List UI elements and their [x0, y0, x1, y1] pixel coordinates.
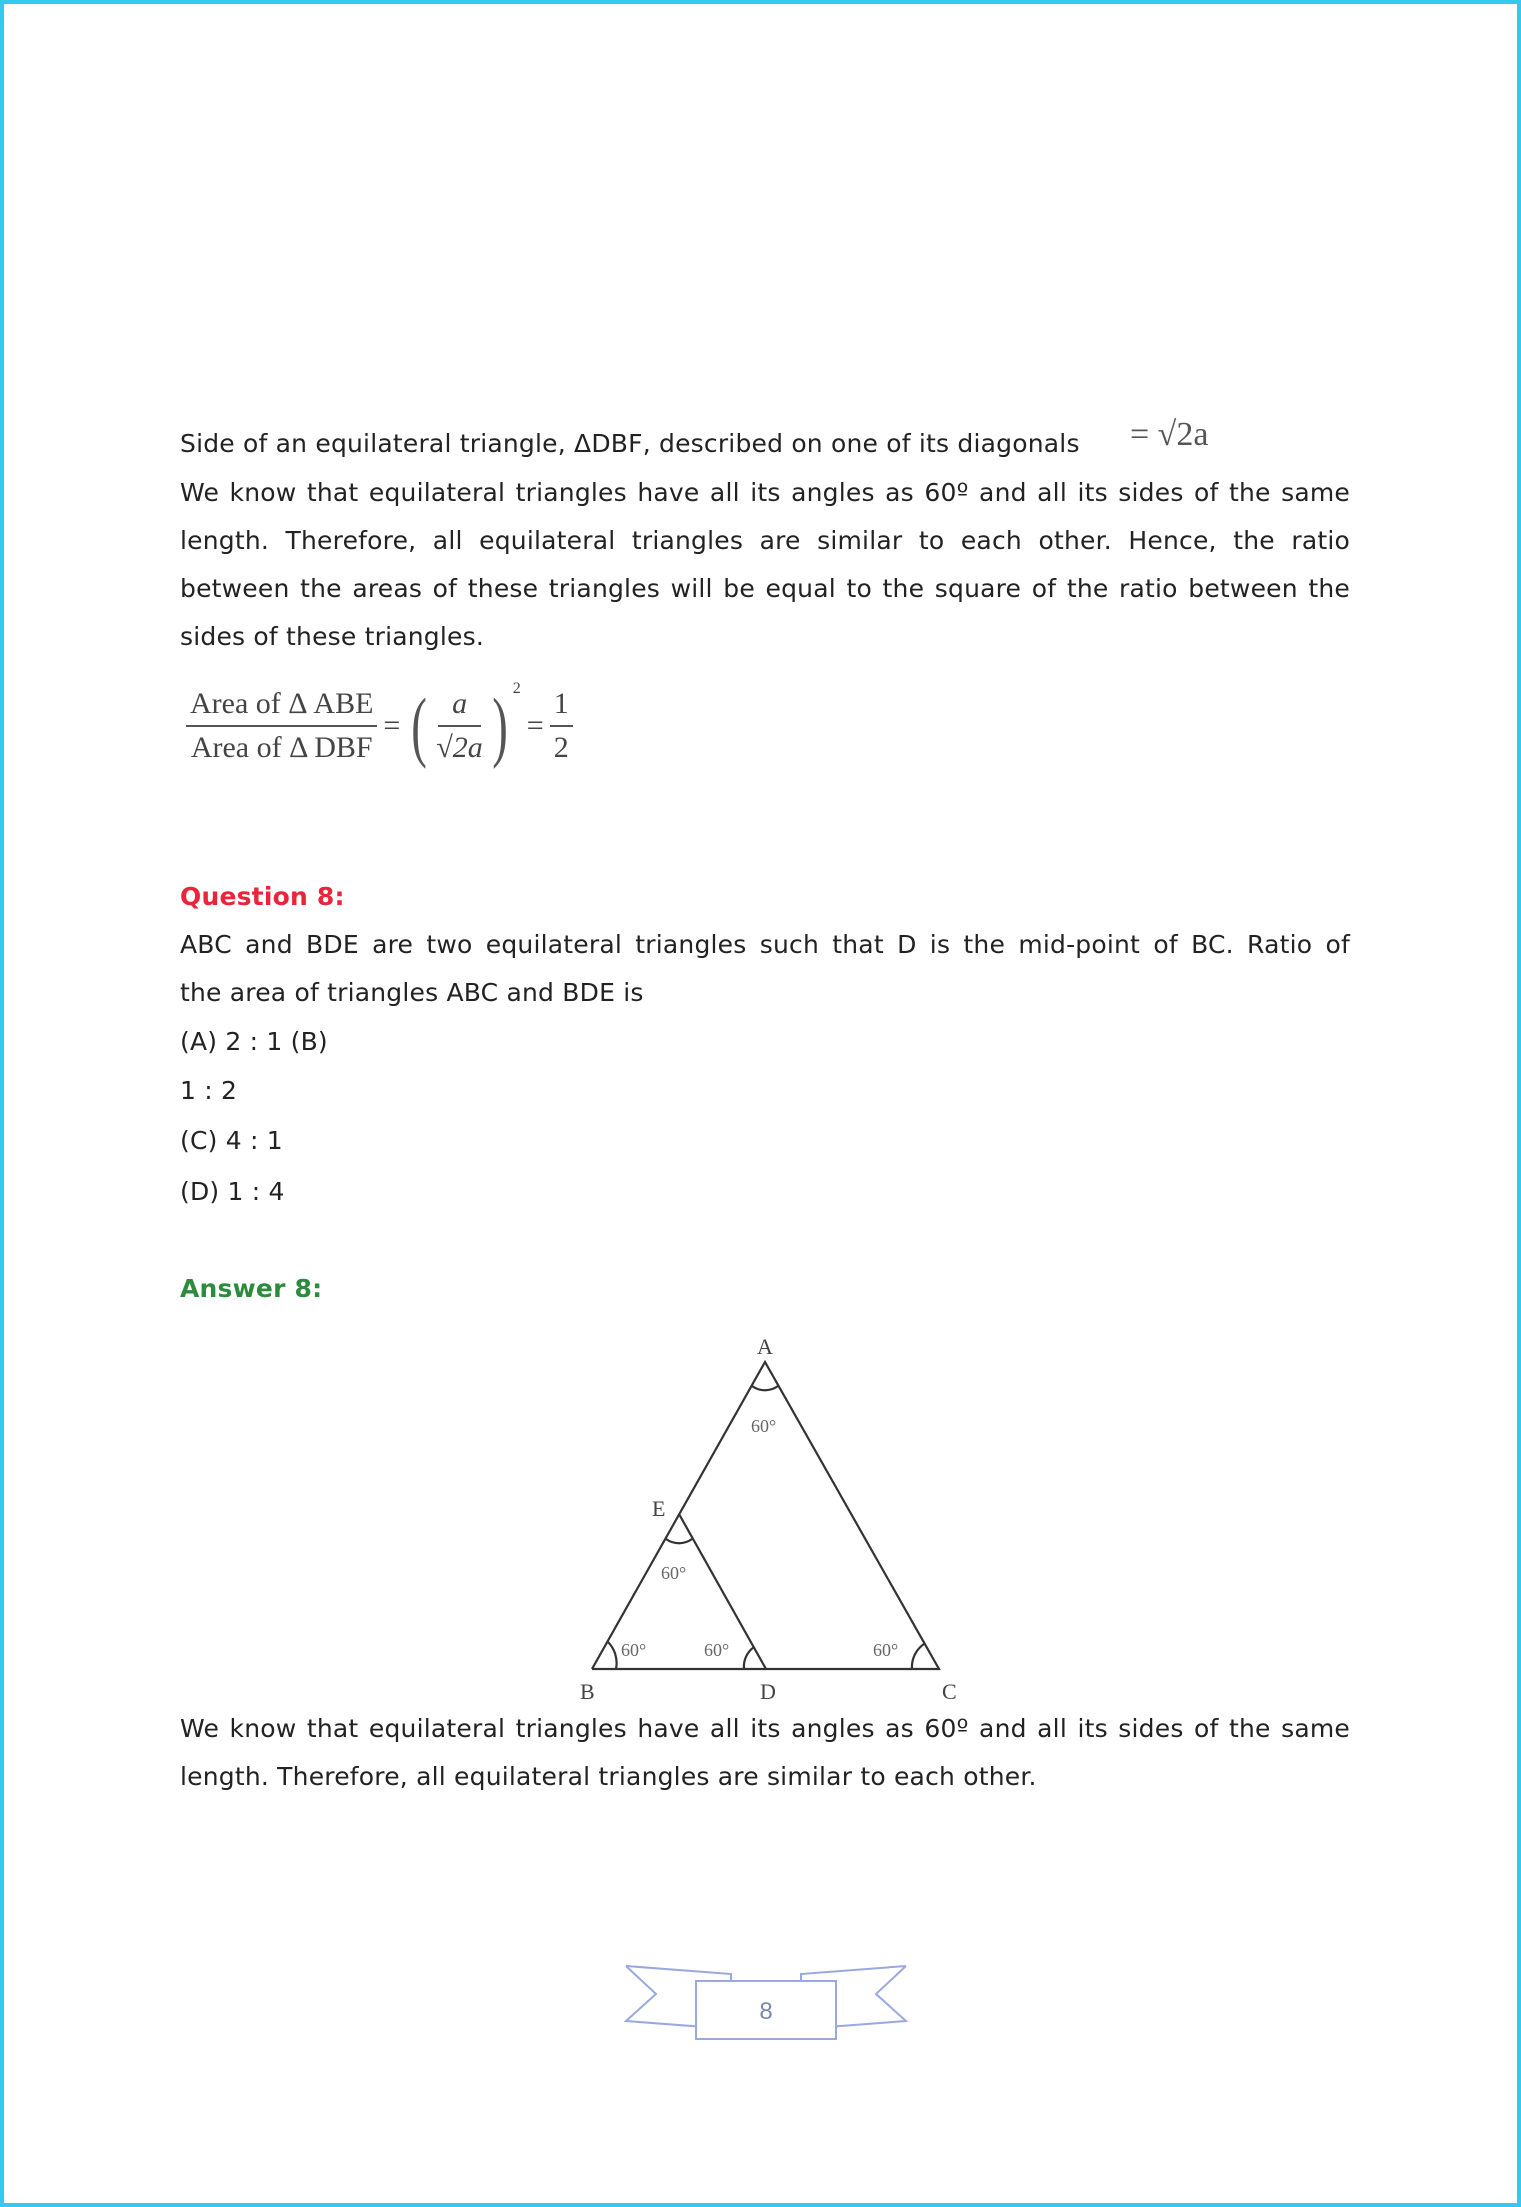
vertex-label-e: E	[652, 1496, 666, 1521]
vertex-label-b: B	[580, 1679, 595, 1704]
exponent: 2	[512, 680, 521, 697]
option-c: (C) 4 : 1	[180, 1126, 283, 1155]
equals-sign: =	[383, 709, 401, 742]
equals-sign-2: =	[526, 709, 544, 742]
rhs-numerator: 1	[550, 687, 573, 727]
rhs-fraction	[550, 687, 573, 765]
answer-heading: Answer 8:	[180, 1274, 323, 1303]
paragraph-line-4: sides of these triangles.	[180, 622, 484, 651]
angle-arc-a	[752, 1386, 778, 1390]
option-a-b: (A) 2 : 1 (B)	[180, 1027, 328, 1056]
rhs-denominator: 2	[553, 731, 569, 764]
lhs-fraction	[186, 687, 377, 765]
triangle-diagram	[564, 1324, 984, 1714]
vertex-label-c: C	[942, 1679, 957, 1704]
option-b-value: 1 : 2	[180, 1076, 238, 1105]
paragraph-line-3: between the areas of these triangles will be equal to the square of the ratio between the	[180, 574, 1350, 603]
side-length-statement: Side of an equilateral triangle, ΔDBF, described on one of its diagonals	[180, 429, 1080, 458]
lhs-denominator: Area of Δ DBF	[190, 731, 373, 764]
angle-arc-c	[912, 1644, 924, 1669]
angle-label-d: 60°	[704, 1640, 730, 1660]
left-paren: (	[411, 682, 428, 769]
question-line-2: the area of triangles ABC and BDE is	[180, 978, 644, 1007]
angle-label-a: 60°	[751, 1416, 777, 1436]
lhs-numerator: Area of Δ ABE	[186, 687, 377, 727]
vertex-label-d: D	[760, 1679, 776, 1704]
area-ratio-formula	[186, 676, 573, 776]
inner-numerator: a	[438, 687, 481, 727]
side-length-math	[1130, 416, 1208, 454]
question-line-1: ABC and BDE are two equilateral triangles such that D is the mid-point of BC. Ratio of	[180, 930, 1350, 959]
question-heading: Question 8:	[180, 882, 345, 911]
vertex-label-a: A	[757, 1334, 773, 1359]
angle-label-e: 60°	[661, 1563, 687, 1583]
inner-fraction	[432, 687, 486, 765]
inner-denominator: √2a	[436, 731, 483, 764]
angle-arc-d	[744, 1647, 754, 1669]
angle-arc-e	[666, 1539, 692, 1543]
angle-label-b: 60°	[621, 1640, 647, 1660]
right-paren: )	[491, 682, 508, 769]
side-length-math-text: = √2a	[1130, 416, 1209, 453]
page-number: 8	[759, 1998, 773, 2025]
angle-label-c: 60°	[873, 1640, 899, 1660]
option-d: (D) 1 : 4	[180, 1177, 285, 1206]
angle-arc-b	[608, 1642, 617, 1669]
paragraph-line-2: length. Therefore, all equilateral triangles are similar to each other. Hence, the ratio	[180, 526, 1350, 555]
paragraph-line-1: We know that equilateral triangles have all its angles as 60º and all its sides of the same	[180, 478, 1350, 507]
answer-line-1: We know that equilateral triangles have all its angles as 60º and all its sides of the same	[180, 1714, 1350, 1743]
triangle-abc	[592, 1362, 939, 1669]
page-number-banner	[616, 1944, 916, 2044]
answer-line-2: length. Therefore, all equilateral triangles are similar to each other.	[180, 1762, 1037, 1791]
